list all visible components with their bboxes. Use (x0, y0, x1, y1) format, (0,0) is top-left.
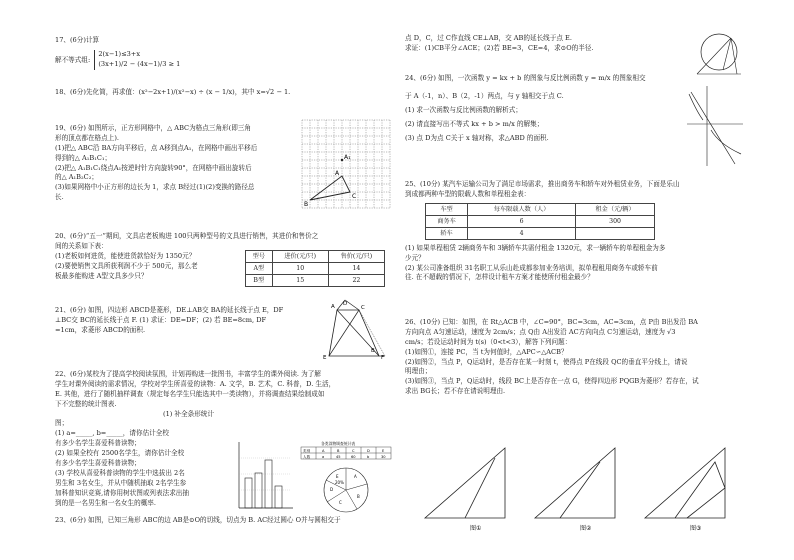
pie-label: B (357, 494, 360, 499)
table-cell: 300 (576, 216, 655, 228)
table-header: 租金（元/辆） (576, 204, 655, 216)
table-row (426, 216, 655, 228)
q22-line14: 到的是一名男生和一名女生的概率. (55, 498, 157, 507)
table-cell: 60 (351, 455, 356, 459)
q24-function-graph (685, 84, 745, 168)
q22-table-and-pie (299, 440, 393, 516)
q25-rental-table (425, 203, 655, 240)
q17-inequality-system (94, 50, 180, 70)
q17-system (55, 50, 393, 70)
q26-line1: 26、(10分) 已知：如图，在 Rt△ACB 中，∠C=90°，BC=3cm，AC=3cm，点 P由 B出发沿 BA (405, 318, 698, 326)
q20-line1: 20、(6分)“五一”期间，文具店老板购进 100只两种型号的文具进行销售，其进价和售价之 (55, 232, 319, 240)
question-26 (405, 318, 745, 397)
table-cell: b (367, 455, 370, 459)
q20-price-table (245, 250, 385, 287)
question-19 (55, 124, 293, 203)
q20-line2: 间的关系如下表： (55, 241, 108, 250)
q22-line5: (1) 补全条形统计 (163, 409, 214, 418)
question-24 (405, 74, 685, 143)
figure-1-triangle (425, 448, 505, 518)
table-header: 类别 (303, 449, 311, 453)
table-cell: A型 (246, 263, 273, 275)
label-d: D (343, 301, 348, 307)
q17-title: 17、(6分)计算 (55, 36, 100, 44)
q26-line6: 明理由； (405, 367, 432, 376)
table-cell: 22 (328, 275, 384, 287)
q20-line3: (1)老板如何进货，能使进货款恰好为 1350元？ (55, 251, 196, 260)
question-23-continued (405, 34, 685, 54)
table-cell: a (322, 455, 325, 459)
pie-label: A (354, 474, 357, 479)
q19-line7: (3)如果网格中小正方形的边长为 1，求点 B经过(1)(2)变换的路径总 (55, 183, 255, 192)
q19-grid-figure (300, 118, 392, 210)
q25-line5: (2) 某公司准备组织 31名职工从乐山赴成都参加业务培训，拟单程租用商务车或轿车前 (405, 263, 658, 272)
question-21 (55, 306, 317, 336)
q21-line3: =1cm，求菱形 ABCD的面积. (55, 325, 146, 334)
label-c: C (361, 305, 365, 311)
q26-line8: 求出 BG长；若不存在请说明理由. (405, 387, 506, 396)
q24-line4: (2) 请直接写出不等式 kx + b > m/x 的解集； (405, 119, 544, 128)
pie-label: C (339, 500, 342, 505)
q26-line5: (2)如图②，当点 P，Q运动时，是否存在某一时刻 t，使得点 P在线段 QC的垂直平分线上，请说 (405, 357, 688, 366)
table-cell: 45 (336, 455, 341, 459)
q24-line1: 24、(6分) 如图，一次函数 y = kx + b 的图象与反比例函数 y = m/x 的图象相交 (405, 74, 646, 82)
q22-line10: 有多少名学生喜爱科普读物； (55, 459, 141, 468)
table-cell: 商务车 (426, 216, 468, 228)
q17-label: 解不等式组: (55, 55, 91, 64)
q20-line5: 板最多能购进 A型文具多少只？ (55, 271, 148, 280)
table-cell: 6 (468, 216, 576, 228)
q22-line1: 22、(6分)某校为了提高学校阅读氛围，计划再购进一批图书，丰富学生的课外阅读. 为了解 (55, 370, 321, 378)
table-header-row (426, 204, 655, 216)
table-header: E (382, 449, 385, 453)
figure-3-triangle (645, 448, 725, 518)
q21-rhombus-figure (323, 298, 389, 360)
question-17 (55, 36, 393, 70)
q25-line4: 少元？ (405, 253, 425, 262)
q25-line1: 25、(10分) 某汽车运输公司为了满足市场需求，推出商务车和轿车对外租赁业务，下面是乐山 (405, 180, 680, 188)
q25-line2: 到成都两种车型的限载人数和单程租金表： (405, 189, 531, 198)
table-header: C (352, 449, 355, 453)
q21-line2: ⊥BC交 BC的延长线于点 F. (1) 求证：DE=DF；(2) 若 BE=8cm, DF (55, 315, 267, 324)
bar (265, 460, 272, 508)
q19-line6: 的△ A₁B₂C₂； (55, 173, 98, 182)
table-header: 型号 (246, 251, 273, 263)
q26-triangle-figures (415, 444, 745, 534)
q19-line1: 19、(6分) 如图所示，正方形网格中，△ ABC为格点三角形(即三角 (55, 124, 251, 132)
label-c: C (352, 193, 357, 200)
table-cell: 30 (381, 455, 386, 459)
q23-line3: 求证：(1)CB平分∠ACE；(2)若 BE=3，CE=4，求⊙O的半径. (405, 43, 594, 52)
q22-line13: 加科普知识竞赛,请你用树状图或列表法求出抽 (55, 488, 189, 497)
q24-line5: (3) 点 D为点 C关于 x 轴对称，求△ABD 的面积. (405, 133, 549, 142)
triangle-abc (310, 176, 350, 200)
q20-line4: (2)要使销售文具所获利润不少于 500元，那么老 (55, 261, 198, 270)
table-header: 车型 (426, 204, 468, 216)
q22-line9: (2) 如果全校有 2500名学生，请你估计全校 (55, 449, 185, 458)
figure-caption: 图① (470, 525, 482, 532)
table-header-row (246, 251, 385, 263)
q19-line3: (1)把△ ABC沿 BA方向平移后，点 A移到点A₁，在网格中画出平移后 (55, 143, 258, 152)
question-23 (55, 516, 393, 526)
q17-ineq2: (3x+1)/2 − (4x−1)/3 ≥ 1 (98, 59, 181, 68)
q22-line11: (3) 学校从喜爱科普读物的学生中选拔出 2名 (55, 468, 185, 477)
q22-line12: 男生和 3名女生，并从中随机抽取 2名学生参 (55, 478, 187, 487)
table-header: 售价(元/只) (328, 251, 384, 263)
q19-line8: 长. (55, 193, 64, 202)
q19-line5: (2)把△ A₁B₁C₁绕点A₁按逆时针方向旋转90°，在网格中画出旋转后 (55, 163, 252, 172)
q22-line3: E. 其他，进行了随机抽样调查（规定每名学生只能选其中一类读物），并将调查结果绘制成如 (55, 389, 325, 398)
table-cell: 15 (272, 275, 328, 287)
question-18 (55, 88, 393, 98)
q22-line8: 有多少名学生喜爱科普读物； (55, 439, 141, 448)
bar (245, 478, 252, 508)
q22-line4: 下不完整的统计图表. (55, 399, 117, 408)
table-cell: B型 (246, 275, 273, 287)
q22-line6: 图； (55, 419, 69, 428)
figure-caption: 图③ (690, 525, 702, 532)
pie-label: D (330, 487, 334, 492)
q19-line2: 形的顶点都在格点上). (55, 133, 120, 142)
q18-text: 18、(6分)先化简，再求值：(x²−2x+1)/(x²−x) ÷ (x − 1/x)，其中 x=√2 − 1. (55, 88, 291, 96)
table-row (246, 263, 385, 275)
table-row (246, 275, 385, 287)
q21-line1: 21、(6分) 如图，四边形 ABCD是菱形，DE⊥AB交 BA的延长线于点 E，DF (55, 306, 284, 314)
q19-line4: 得到的△ A₁B₁C₁； (55, 153, 112, 162)
q25-line3: (1) 如果单程租赁 2辆商务车和 3辆轿车共需付租金 1320元，求一辆轿车的单程租金为多 (405, 243, 666, 252)
q26-line2: 方向向点 A匀速运动，速度为 2cm/s；点 Q由 A出发沿 AC方向向点 C匀速运动，速度为 √3 (405, 327, 676, 336)
table-cell: 10 (272, 263, 328, 275)
label-a: A (335, 170, 340, 177)
q26-line7: (3)如图③，当点 P，Q运动时，线段 BC上是否存在一点 G，使得四边形 PQGB为菱形？若存在，试 (405, 377, 699, 386)
table-cell: 轿车 (426, 228, 468, 240)
q22-table-title: 各类读物调查统计表 (321, 441, 356, 446)
q24-line2: 于 A（-1，n）、B（2，-1）两点，与 y 轴相交于点 C. (405, 91, 564, 100)
table-cell (576, 228, 655, 240)
label-b: B (371, 348, 375, 354)
label-b: B (304, 201, 309, 208)
table-header: 进价(元/只) (272, 251, 328, 263)
table-header: D (367, 449, 370, 453)
table-header: B (337, 449, 340, 453)
q22-line2: 学生对课外阅读的需求情况，学校对学生所喜爱的读物：A. 文学，B. 艺术，C. 科普，D. 生活， (55, 379, 336, 388)
q26-line3: cm/s；若设运动时间为 t(s)（0<t<3），解答下列问题： (405, 337, 572, 346)
pie-label: E (336, 474, 339, 479)
q23-line2: 点 D，C，过 C作直线 CE⊥AB，交 AB的延长线于点 E. (405, 34, 572, 42)
q17-ineq1: 2(x−1)≤3+x (98, 49, 141, 58)
label-f: F (381, 355, 385, 360)
q26-line4: (1)如图①，连接 PC，当 t为何值时，△APC∽△ACB？ (405, 347, 568, 356)
table-row (426, 228, 655, 240)
point-a1 (341, 159, 343, 161)
q22-bar-chart (233, 438, 295, 514)
table-cell: 14 (328, 263, 384, 275)
label-a1: A₁ (344, 154, 351, 161)
q24-line3: (1) 求一次函数与反比例函数的解析式； (405, 105, 522, 114)
table-header: 每车限载人数（人） (468, 204, 576, 216)
table-cell: 人数 (303, 455, 311, 459)
pie-label: 20% (335, 480, 344, 485)
q25-line6: 往. 在不超载的情况下，怎样设计租车方案才能使所付租金最少？ (405, 273, 594, 282)
figure-2-triangle (535, 448, 615, 518)
q22-line7: (1) a=_____, b=_____，请你估计全校 (55, 429, 169, 438)
table-header: A (322, 449, 325, 453)
label-a: A (331, 304, 335, 310)
q23-circle-figure (693, 30, 745, 80)
bar (255, 473, 262, 508)
label-e: E (323, 355, 327, 360)
q23-line1: 23、(6分) 如图，已知三角形 ABC的边 AB是⊙O的切线，切点为 B. AC经过圆心 O并与圆相交于 (55, 516, 341, 524)
table-cell: 4 (468, 228, 576, 240)
figure-caption: 图② (580, 525, 592, 532)
bar (275, 486, 282, 508)
